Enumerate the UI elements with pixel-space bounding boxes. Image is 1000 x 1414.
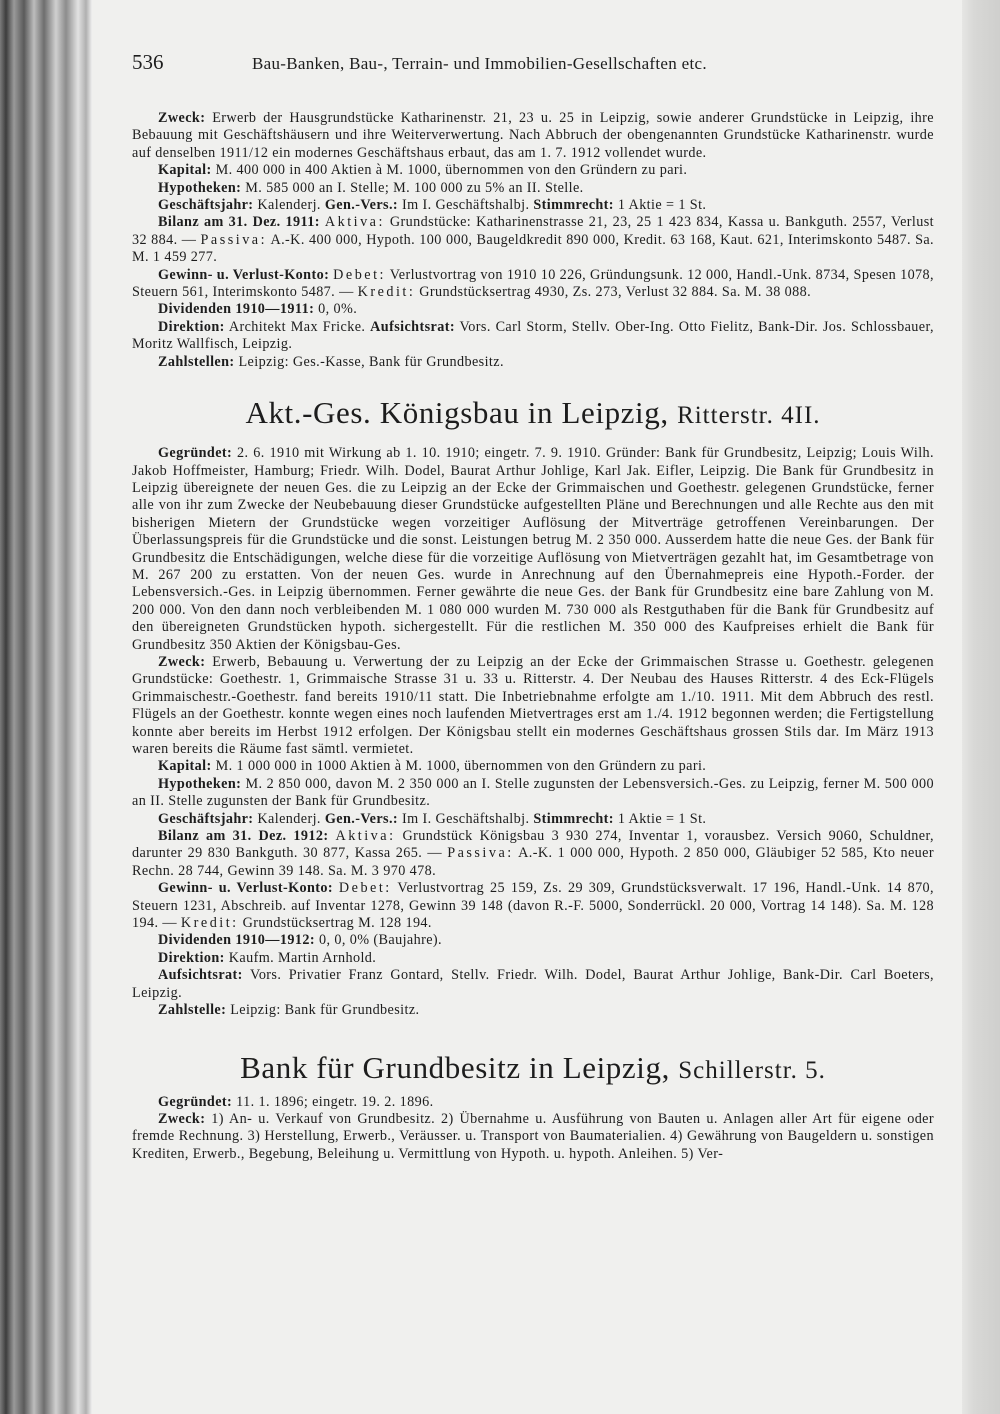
field-value: Verlustvortrag von 1910 10 226, Gründungsunk. 12 000, Handl.-Unk. 8734, Spesen 1078, Steuern 561, Interimskonto 5487. — xyxy=(132,266,934,301)
next-page-edge xyxy=(962,0,1000,1414)
field-label: Zweck: xyxy=(158,110,206,126)
field-label: Geschäftsjahr: xyxy=(158,810,254,827)
field-value: 1 Aktie = 1 St. xyxy=(617,810,707,827)
kredit-label: Kredit: xyxy=(357,284,416,301)
field-value: Vors. Carl Storm, Stellv. Ober-Ing. Otto Fielitz, Bank-Dir. Jos. Schlossbauer, Moritz Wallfisch, Leipzig. xyxy=(132,318,934,353)
company-name: Bank für Grundbesitz in Leipzig, xyxy=(240,1049,670,1085)
kapital-entry xyxy=(132,758,934,775)
zahlstellen-entry xyxy=(132,354,934,371)
zweck-entry xyxy=(132,110,934,162)
field-value: Verlustvortrag 25 159, Zs. 29 309, Grundstücksverwalt. 17 196, Handl.-Unk. 14 870, Steuern 1231, Abschreib. auf Inventar 1278, Gewinn 39 148 (davon R.-F. 5000, Sonderrückl. 20 000, Vortrag 14 148). Sa. M. 128 194. — xyxy=(132,880,934,932)
field-value: 0, 0, 0% (Baujahre). xyxy=(318,932,442,949)
debet-label: Debet: xyxy=(333,266,386,283)
company-address: Ritterstr. 4II. xyxy=(677,402,821,430)
passiva-label: Passiva: xyxy=(200,231,268,248)
field-label: Gewinn- u. Verlust-Konto: xyxy=(158,880,334,897)
company-entry-bank-fuer-grundbesitz xyxy=(132,1094,934,1164)
aktiva-label: Aktiva: xyxy=(335,828,396,845)
guv-entry xyxy=(132,880,934,932)
entry-continuation xyxy=(132,110,934,371)
zweck-entry xyxy=(132,1111,934,1163)
field-value: M. 2 850 000, davon M. 2 350 000 an I. Stelle zugunsten der Lebensversich.-Ges. zu Leipzig, ferner M. 500 000 an II. Stelle zugunsten der Bank für Grundbesitz. xyxy=(132,775,934,810)
dividenden-entry xyxy=(132,301,934,318)
direktion-entry xyxy=(132,950,934,967)
running-header xyxy=(132,50,934,82)
zweck-entry xyxy=(132,654,934,758)
field-label: Kapital: xyxy=(158,162,212,179)
passiva-label: Passiva: xyxy=(447,845,514,862)
field-value: 1 Aktie = 1 St. xyxy=(617,197,707,214)
company-heading xyxy=(132,371,934,445)
company-name: Akt.-Ges. Königsbau in Leipzig, xyxy=(245,395,669,431)
company-entry-koenigsbau xyxy=(132,445,934,1019)
debet-label: Debet: xyxy=(338,880,392,897)
aktiva-label: Aktiva: xyxy=(324,214,385,231)
book-binding xyxy=(0,0,92,1414)
field-label: Direktion: xyxy=(158,318,225,335)
field-value: Grundstücke: Katharinenstrasse 21, 23, 25 1 423 834, Kassa u. Bankguth. 2557, Verlust 32 884. — xyxy=(132,214,935,248)
field-label: Aufsichtsrat: xyxy=(370,318,455,335)
field-label: Gen.-Vers.: xyxy=(324,197,399,214)
hypotheken-entry xyxy=(132,180,934,197)
field-label: Gegründet: xyxy=(158,445,233,462)
field-label: Dividenden 1910—1912: xyxy=(158,932,315,949)
company-heading xyxy=(132,1020,934,1094)
hypotheken-entry xyxy=(132,776,934,811)
field-value: Grundstück Königsbau 3 930 274, Inventar 1, vorausbez. Versich 9060, Schuldner, darunter 29 830 Bankguth. 30 877, Kassa 265. — xyxy=(132,828,934,862)
field-label: Zahlstelle: xyxy=(158,1002,227,1019)
aufsichtsrat-entry xyxy=(132,967,934,1002)
field-label: Gen.-Vers.: xyxy=(324,810,399,827)
field-label: Dividenden 1910—1911: xyxy=(158,301,315,318)
bilanz-entry xyxy=(132,214,934,266)
field-value: M. 1 000 000 in 1000 Aktien à M. 1000, übernommen von den Gründern zu pari. xyxy=(215,758,707,775)
field-label: Gewinn- u. Verlust-Konto: xyxy=(158,266,330,283)
field-value: Erwerb der Hausgrundstücke Katharinenstr. 21, 23 u. 25 in Leipzig, sowie anderer Grundstücke in Leipzig, ihre Bebauung mit Geschäftshäusern und ihre Weiterverwertung. Nach Abbruch der obengenannten Grundstücke Katharinenstr. wurde auf denselben 1911/12 ein modernes Geschäftshaus erbaut, das am 1. 7. 1912 vollendet wurde. xyxy=(132,110,934,161)
field-label: Hypotheken: xyxy=(158,179,242,196)
field-value: Kalenderj. xyxy=(257,197,321,214)
page-number: 536 xyxy=(132,50,164,74)
field-value: Leipzig: Ges.-Kasse, Bank für Grundbesitz. xyxy=(238,353,504,370)
field-value: 0, 0%. xyxy=(318,301,358,318)
field-label: Zahlstellen: xyxy=(158,353,235,370)
field-value: Grundstücksertrag M. 128 194. xyxy=(242,915,432,932)
page-content xyxy=(132,50,934,1163)
field-value: M. 585 000 an I. Stelle; M. 100 000 zu 5% an II. Stelle. xyxy=(245,179,584,196)
field-value: Grundstücksertrag 4930, Zs. 273, Verlust 32 884. Sa. M. 38 088. xyxy=(419,284,812,301)
field-label: Geschäftsjahr: xyxy=(158,197,254,214)
field-label: Aufsichtsrat: xyxy=(158,967,243,984)
bilanz-entry xyxy=(132,828,934,880)
field-label: Stimmrecht: xyxy=(533,197,614,214)
field-value: Im I. Geschäftshalbj. xyxy=(402,810,530,827)
geschaeftsjahr-entry xyxy=(132,811,934,828)
field-value: Erwerb, Bebauung u. Verwertung der zu Leipzig an der Ecke der Grimmaischen Strasse u. Goethestr. gelegenen Grundstücke: Goethestr. 1, Grimmaische Strasse 31 u. 33 u. Ritterstr. 4. Der Neubau des Hauses Ritterstr. 4 des Eck-Flügels Grimmaischestr.-Goethestr. fand bereits 1910/11 statt. Die Inbetriebnahme erfolgte am 1./10. 1911. Mit dem Abbruch des restl. Flügels an der Goethestr. konnte wegen eines noch laufenden Mietvertrages erst am 1./4. 1912 begonnen werden; die Fertigstellung konnte aber bereits im Herbst 1912 erfolgen. Der Königsbau stellt ein modernes Geschäftshaus grossen Stils dar. Im März 1913 waren bereits die Räume fast sämtl. vermietet. xyxy=(132,653,935,757)
company-address: Schillerstr. 5. xyxy=(678,1056,826,1084)
gegruendet-entry xyxy=(132,445,934,654)
direktion-entry xyxy=(132,319,934,354)
field-label: Bilanz am 31. Dez. 1912: xyxy=(158,828,329,845)
field-label: Gegründet: xyxy=(158,1093,233,1110)
field-value: Kalenderj. xyxy=(257,810,321,827)
field-value: 11. 1. 1896; eingetr. 19. 2. 1896. xyxy=(236,1093,434,1110)
gegruendet-entry xyxy=(132,1094,934,1111)
kredit-label: Kredit: xyxy=(180,915,239,932)
field-value: 1) An- u. Verkauf von Grundbesitz. 2) Übernahme u. Ausführung von Bauten u. Anlagen aller Art für eigene oder fremde Rechnung. 3) Herstellung, Erwerb., Veräusser. u. Transport von Baumaterialien. 4) Gewährung von Baugeldern u. sonstigen Krediten, Erwerb., Begebung, Beleihung u. Vermittlung von Hypoth. u. hypoth. Anleihen. 5) Ver- xyxy=(132,1110,935,1162)
field-value: A.-K. 1 000 000, Hypoth. 2 850 000, Gläubiger 52 585, Kto neuer Rechn. 28 744, Gewinn 39 148. Sa. M. 3 970 478. xyxy=(132,845,934,879)
geschaeftsjahr-entry xyxy=(132,197,934,214)
field-value: Leipzig: Bank für Grundbesitz. xyxy=(230,1002,420,1019)
field-value: Architekt Max Fricke. xyxy=(228,318,366,335)
running-title: Bau-Banken, Bau-, Terrain- und Immobilien-Gesellschaften etc. xyxy=(252,54,707,73)
field-label: Stimmrecht: xyxy=(533,810,614,827)
field-value: Kaufm. Martin Arnhold. xyxy=(228,949,377,966)
field-value: Vors. Privatier Franz Gontard, Stellv. Friedr. Wilh. Dodel, Baurat Arthur Johlige, Bank-Dir. Carl Boeters, Leipzig. xyxy=(132,967,934,1001)
field-value: 2. 6. 1910 mit Wirkung ab 1. 10. 1910; eingetr. 7. 9. 1910. Gründer: Bank für Grundbesitz, Leipzig; Louis Wilh. Jakob Hoffmeister, Hamburg; Friedr. Wilh. Dodel, Baurat Arthur Johlige, Karl Jak. Eifler, Leipzig. Die Bank für Grundbesitz in Leipzig übereignete der neuen Ges. die zu Leipzig an der Ecke der Grimmaischen und Goethestr. gelegenen Grundstücke, ferner alle von ihr zum Zwecke der Neubebauung dieser Grundstücke aufgestellten Pläne und Berechnungen und alle Rechte aus den mit bisherigen Mietern der Grundstücke wegen vorzeitiger Auflösung der Mitverträge getroffenen Vereinbarungen. Der Überlassungspreis für die Grundstücke und die sonst. Leistungen betrug M. 2 350 000. Ausserdem hatte die neue Ges. der Bank für Grundbesitz die Entschädigungen, welche diese für die vorzeitige Auflösung von Mietverträgen gezahlt hat, im Gesamtbetrage von M. 267 200 zu erstatten. Von der neuen Ges. wurde in Anrechnung auf den Übernahmepreis eine Hypoth.-Forder. der Lebensversich.-Ges. in Leipzig übernommen. Ferner gewährte die neue Ges. der Bank für Grundbesitz eine bare Zahlung von M. 200 000. Von den dann noch verbleibenden M. 1 080 000 wurden M. 730 000 als Restguthaben für die Bank für Grundbesitz auf den übereigneten Grundstücken hypoth. sichergestellt. Für die restlichen M. 350 000 des Kaufpreises erhielt die Bank für Grundbesitz 350 Aktien der Königsbau-Ges. xyxy=(132,445,934,653)
field-value: M. 400 000 in 400 Aktien à M. 1000, übernommen von den Gründern zu pari. xyxy=(215,162,688,179)
field-label: Hypotheken: xyxy=(158,775,242,792)
field-label: Zweck: xyxy=(158,653,206,670)
dividenden-entry xyxy=(132,932,934,949)
guv-entry xyxy=(132,267,934,302)
zahlstelle-entry xyxy=(132,1002,934,1019)
field-label: Direktion: xyxy=(158,949,225,966)
field-label: Kapital: xyxy=(158,758,212,775)
page xyxy=(92,0,962,1414)
field-label: Bilanz am 31. Dez. 1911: xyxy=(158,214,320,231)
field-label: Zweck: xyxy=(158,1110,206,1127)
kapital-entry xyxy=(132,162,934,179)
field-value: Im I. Geschäftshalbj. xyxy=(402,197,530,214)
field-value: A.-K. 400 000, Hypoth. 100 000, Baugeldkredit 890 000, Kredit. 63 168, Kaut. 621, Interimskonto 5487. Sa. M. 1 459 277. xyxy=(132,231,935,266)
